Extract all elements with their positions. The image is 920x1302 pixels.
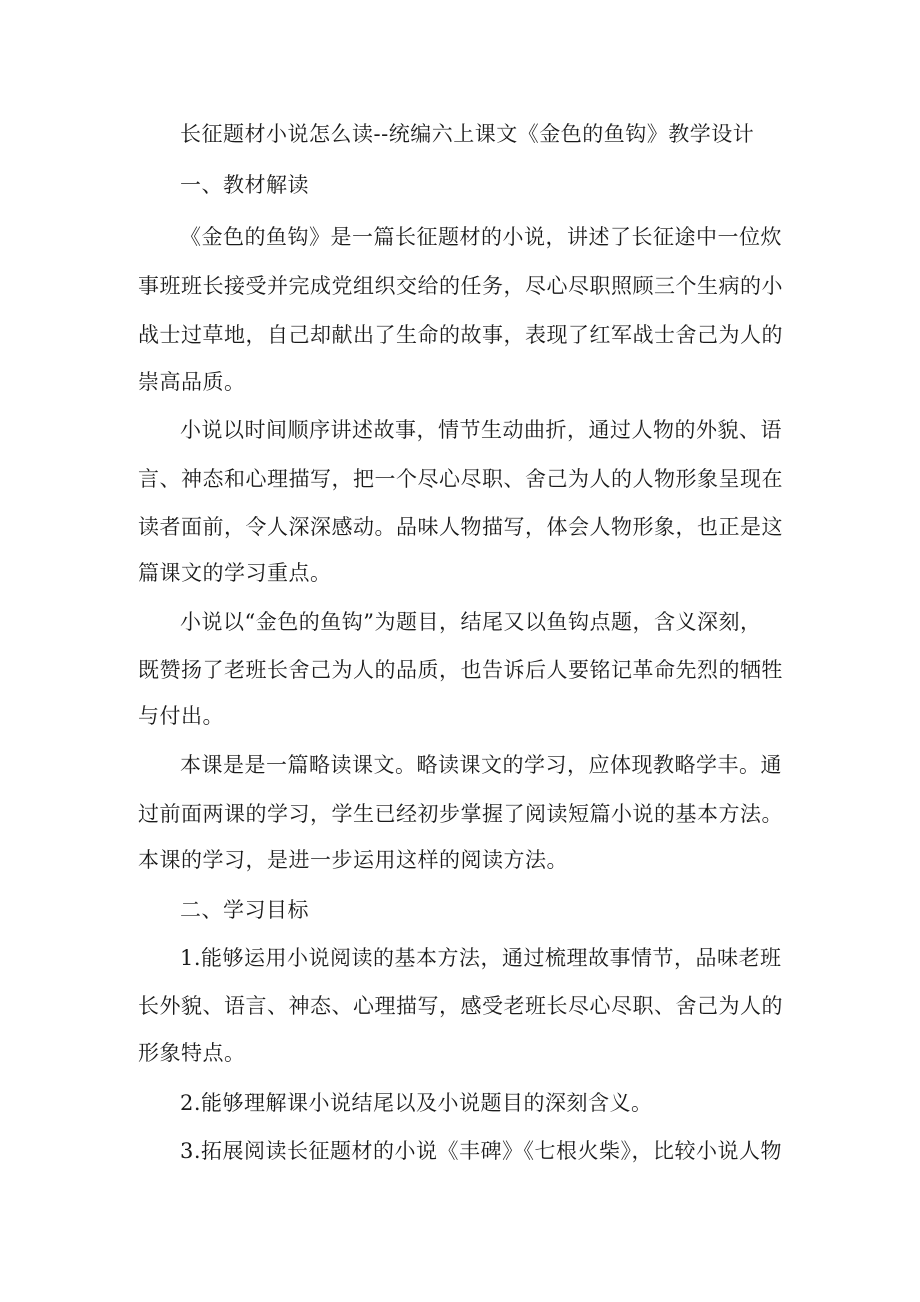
document-title: 长征题材小说怎么读--统编六上课文《金色的鱼钩》教学设计 bbox=[180, 122, 755, 146]
paragraph-2-line-1: 小说以时间顺序讲述故事，情节生动曲折，通过人物的外貌、语 bbox=[180, 418, 782, 442]
paragraph-4-line-3: 本课的学习，是进一步运用这样的阅读方法。 bbox=[138, 848, 568, 872]
paragraph-1-line-3: 战士过草地，自己却献出了生命的故事，表现了红军战士舍己为人的 bbox=[138, 323, 783, 347]
paragraph-4-line-2: 过前面两课的学习，学生已经初步掌握了阅读短篇小说的基本方法。 bbox=[138, 802, 783, 826]
paragraph-2-line-4: 篇课文的学习重点。 bbox=[138, 561, 332, 585]
goal-2-line-1: 2.能够理解课小说结尾以及小说题目的深刻含义。 bbox=[180, 1091, 653, 1115]
paragraph-3-line-3: 与付出。 bbox=[138, 704, 224, 728]
goal-1-line-2: 长外貌、语言、神态、心理描写，感受老班长尽心尽职、舍己为人的 bbox=[138, 994, 783, 1018]
paragraph-1-line-2: 事班班长接受并完成党组织交给的任务，尽心尽职照顾三个生病的小 bbox=[138, 274, 783, 298]
paragraph-1-line-4: 崇高品质。 bbox=[138, 370, 246, 394]
paragraph-4-line-1: 本课是是一篇略读课文。略读课文的学习，应体现教略学丰。通 bbox=[180, 753, 782, 777]
section-heading-1: 一、教材解读 bbox=[180, 173, 309, 197]
section-heading-2: 二、学习目标 bbox=[180, 898, 309, 922]
goal-3-line-1: 3.拓展阅读长征题材的小说《丰碑》《七根火柴》，比较小说人物 bbox=[180, 1139, 783, 1163]
paragraph-1-line-1: 《金色的鱼钩》是一篇长征题材的小说，讲述了长征途中一位炊 bbox=[180, 225, 782, 249]
goal-1-line-3: 形象特点。 bbox=[138, 1041, 246, 1065]
paragraph-3-line-2: 既赞扬了老班长舍己为人的品质，也告诉后人要铭记革命先烈的牺牲 bbox=[138, 658, 783, 682]
paragraph-2-line-2: 言、神态和心理描写，把一个尽心尽职、舍己为人的人物形象呈现在 bbox=[138, 467, 783, 491]
paragraph-2-line-3: 读者面前，令人深深感动。品味人物描写，体会人物形象，也正是这 bbox=[138, 515, 783, 539]
paragraph-3-line-1: 小说以“金色的鱼钩”为题目，结尾又以鱼钩点题，含义深刻， bbox=[180, 610, 762, 634]
goal-1-line-1: 1.能够运用小说阅读的基本方法，通过梳理故事情节，品味老班 bbox=[180, 946, 782, 970]
